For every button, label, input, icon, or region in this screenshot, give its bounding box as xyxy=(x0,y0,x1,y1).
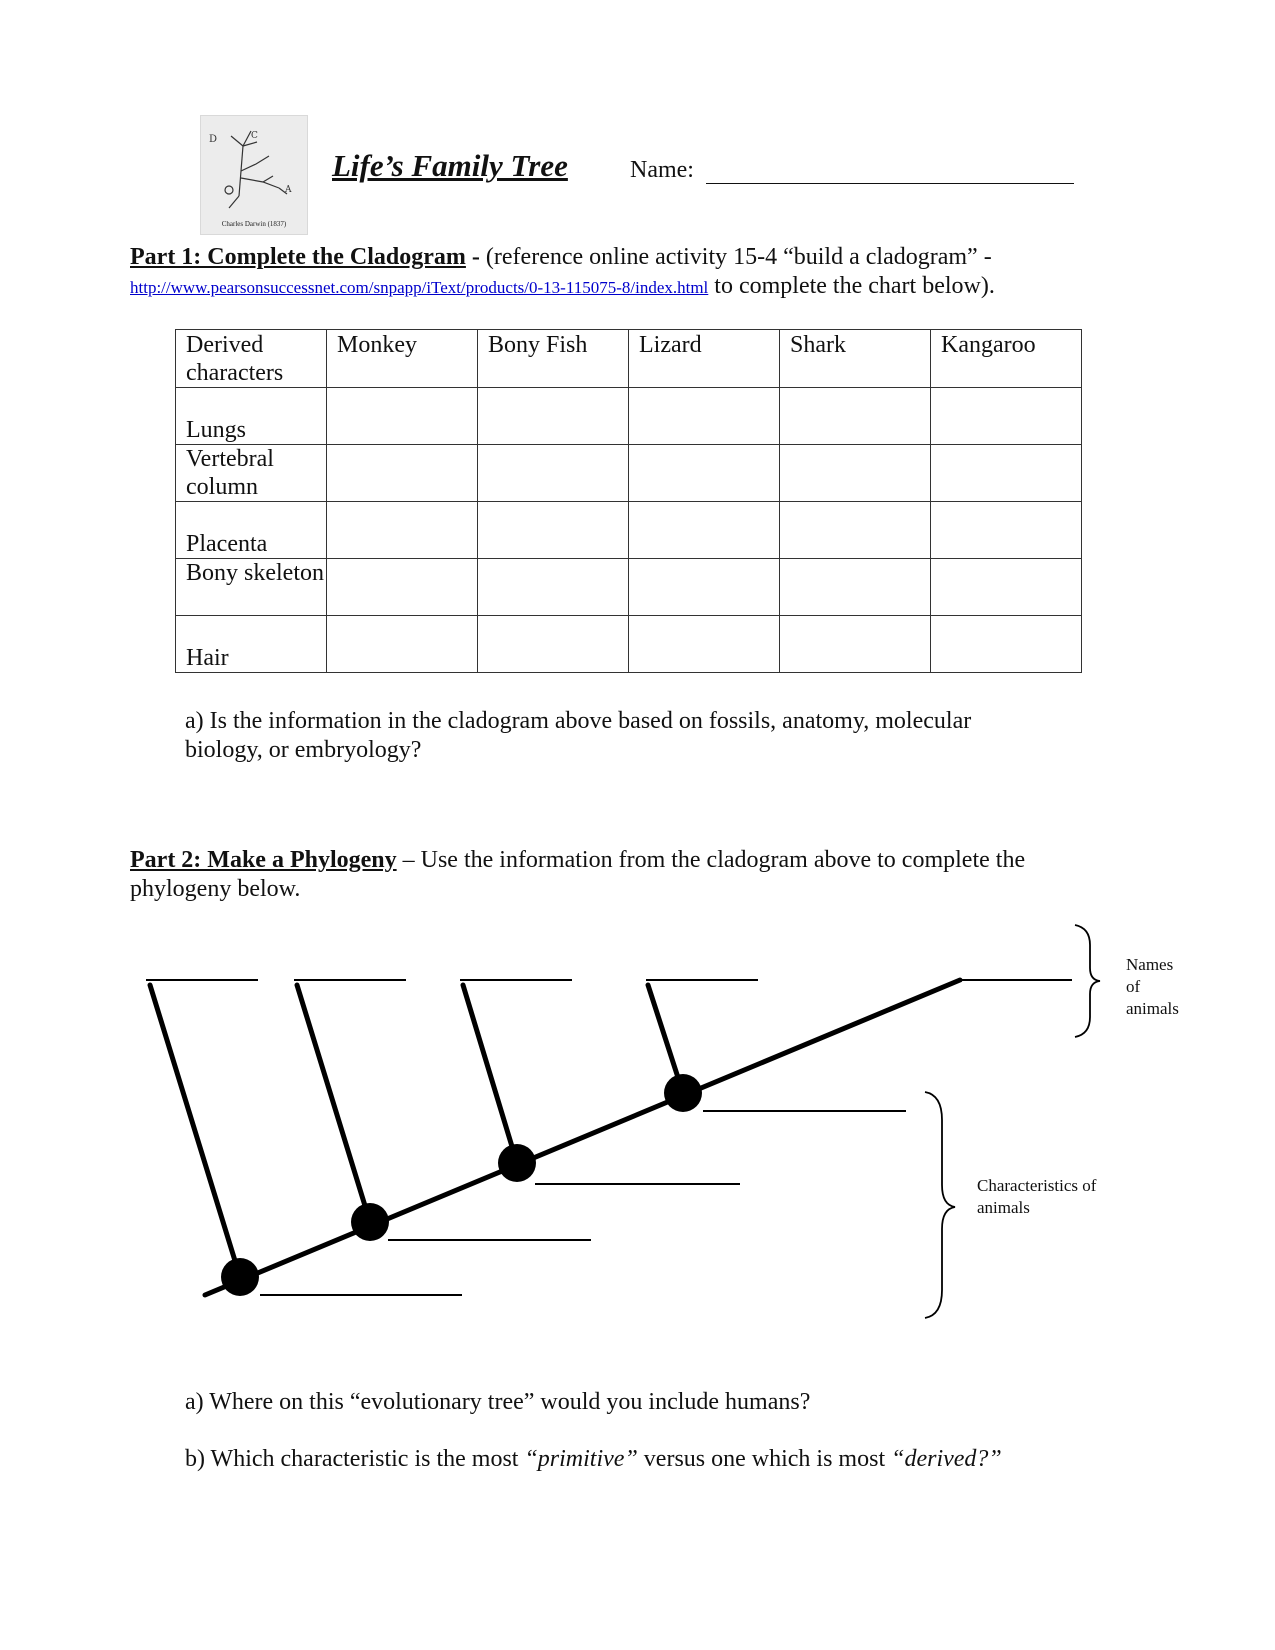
branch-1 xyxy=(150,985,240,1277)
names-of-animals-label: Names of animals xyxy=(1126,955,1179,1018)
derived-term: “derived?” xyxy=(891,1446,1002,1472)
node-1 xyxy=(221,1258,259,1296)
primitive-term: “primitive” xyxy=(524,1446,638,1472)
part2-question-a: a) Where on this “evolutionary tree” would you include humans? xyxy=(185,1389,811,1415)
part1-question-a: a) Is the information in the cladogram above based on fossils, anatomy, molecular biology, or embryology? xyxy=(185,708,972,763)
branch-2 xyxy=(297,985,370,1222)
part2-intro-text: – Use the information from the cladogram above to complete the phylogeny below. xyxy=(130,847,1026,902)
part1-heading: Part 1: Complete the Cladogram xyxy=(130,244,466,270)
name-label: Name: xyxy=(630,157,694,183)
svg-text:C: C xyxy=(251,131,258,141)
row-label-placenta: Placenta xyxy=(176,502,327,559)
phylogeny-trunk xyxy=(205,980,960,1295)
column-header-lizard: Lizard xyxy=(629,330,780,388)
part1-after-link: to complete the chart below). xyxy=(708,273,995,299)
row-label-lungs: Lungs xyxy=(176,388,327,445)
column-header-kangaroo: Kangaroo xyxy=(931,330,1082,388)
part1-heading-dash: - xyxy=(465,244,486,270)
part2-heading: Part 2: Make a Phylogeny xyxy=(130,847,397,873)
characteristics-brace xyxy=(925,1092,955,1318)
node-2 xyxy=(351,1203,389,1241)
names-brace xyxy=(1075,925,1100,1037)
row-label-hair: Hair xyxy=(176,616,327,673)
corner-cell: Derived characters xyxy=(176,330,327,388)
column-header-shark: Shark xyxy=(780,330,931,388)
darwin-caption: Charles Darwin (1837) xyxy=(221,220,287,228)
row-label-vertebral-column: Vertebral column xyxy=(176,445,327,502)
node-3 xyxy=(498,1144,536,1182)
pearson-link[interactable]: http://www.pearsonsuccessnet.com/snpapp/iText/products/0-13-115075-8/index.html xyxy=(130,278,709,297)
part1-intro-text: (reference online activity 15-4 “build a cladogram” - xyxy=(485,244,992,270)
node-4 xyxy=(664,1074,702,1112)
column-header-monkey: Monkey xyxy=(327,330,478,388)
part2-question-b: b) Which characteristic is the most “primitive” versus one which is most “derived?” xyxy=(185,1446,1002,1472)
worksheet-title: Life’s Family Tree xyxy=(332,148,568,183)
svg-text:D: D xyxy=(209,134,218,145)
column-header-bony-fish: Bony Fish xyxy=(478,330,629,388)
branch-3 xyxy=(463,985,517,1163)
row-label-bony-skeleton: Bony skeleton xyxy=(176,559,327,616)
svg-text:A: A xyxy=(285,185,292,195)
characteristics-of-animals-label: Characteristics of animals xyxy=(977,1176,1097,1217)
